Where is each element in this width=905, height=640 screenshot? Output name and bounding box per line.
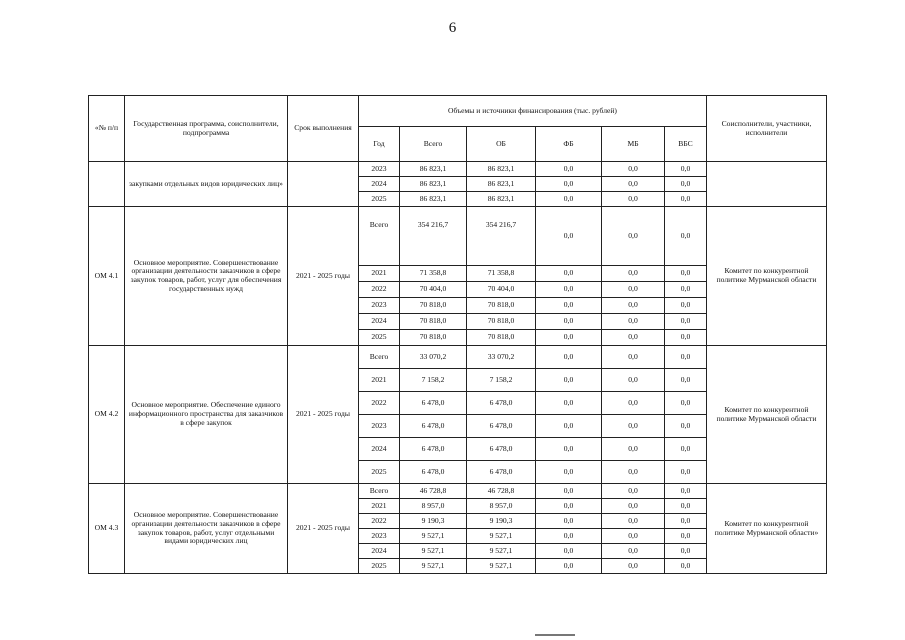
block-period: 2021 - 2025 годы: [288, 346, 359, 484]
cell-ob: 354 216,7: [467, 207, 536, 266]
cell-ob: 9 527,1: [467, 529, 536, 544]
cell-year: 2024: [359, 438, 400, 461]
cell-fb: 0,0: [536, 544, 602, 559]
cell-ob: 70 818,0: [467, 314, 536, 330]
table-row: [89, 484, 827, 499]
cell-ob: 86 823,1: [467, 192, 536, 207]
cell-vbs: 0,0: [665, 544, 707, 559]
cell-ob: 70 404,0: [467, 282, 536, 298]
cell-fb: 0,0: [536, 369, 602, 392]
cell-total: 6 478,0: [400, 438, 467, 461]
cell-mb: 0,0: [602, 514, 665, 529]
block-program: Основное мероприятие. Совершенствование организации деятельности заказчиков в сфере закупок товаров, работ, услуг для обеспечения государственных нужд: [125, 207, 288, 346]
cell-vbs: 0,0: [665, 415, 707, 438]
cell-year: 2022: [359, 392, 400, 415]
cell-mb: 0,0: [602, 529, 665, 544]
cell-year: 2025: [359, 192, 400, 207]
cell-fb: 0,0: [536, 207, 602, 266]
cell-year: 2023: [359, 298, 400, 314]
cell-total: 6 478,0: [400, 415, 467, 438]
cell-vbs: 0,0: [665, 484, 707, 499]
cont-num: [89, 162, 125, 207]
cell-ob: 70 818,0: [467, 330, 536, 346]
cell-year: 2021: [359, 266, 400, 282]
cell-fb: 0,0: [536, 282, 602, 298]
cell-total: 8 957,0: [400, 499, 467, 514]
cell-year: Всего: [359, 484, 400, 499]
cell-mb: 0,0: [602, 559, 665, 574]
cell-mb: 0,0: [602, 177, 665, 192]
cell-vbs: 0,0: [665, 177, 707, 192]
header-ob: ОБ: [467, 127, 536, 162]
cell-ob: 7 158,2: [467, 369, 536, 392]
cell-mb: 0,0: [602, 415, 665, 438]
cell-mb: 0,0: [602, 282, 665, 298]
cell-ob: 6 478,0: [467, 438, 536, 461]
cell-total: 354 216,7: [400, 207, 467, 266]
cell-fb: 0,0: [536, 314, 602, 330]
block-num: ОМ 4.1: [89, 207, 125, 346]
table-row: [89, 346, 827, 369]
cell-mb: 0,0: [602, 192, 665, 207]
cell-mb: 0,0: [602, 544, 665, 559]
cell-total: 86 823,1: [400, 162, 467, 177]
header-total: Всего: [400, 127, 467, 162]
cell-vbs: 0,0: [665, 461, 707, 484]
cell-vbs: 0,0: [665, 529, 707, 544]
cell-vbs: 0,0: [665, 499, 707, 514]
header-year: Год: [359, 127, 400, 162]
page-number: 6: [448, 20, 457, 36]
cell-ob: 6 478,0: [467, 461, 536, 484]
cell-year: 2024: [359, 544, 400, 559]
cell-mb: 0,0: [602, 266, 665, 282]
header-fb: ФБ: [536, 127, 602, 162]
cell-vbs: 0,0: [665, 559, 707, 574]
cell-mb: 0,0: [602, 314, 665, 330]
cell-vbs: 0,0: [665, 298, 707, 314]
cell-vbs: 0,0: [665, 162, 707, 177]
cell-fb: 0,0: [536, 346, 602, 369]
cell-fb: 0,0: [536, 392, 602, 415]
cell-year: 2023: [359, 529, 400, 544]
cell-vbs: 0,0: [665, 346, 707, 369]
cont-executor: [707, 162, 827, 207]
cell-mb: 0,0: [602, 330, 665, 346]
cell-ob: 9 527,1: [467, 544, 536, 559]
cell-year: 2024: [359, 177, 400, 192]
header-vbs: ВБС: [665, 127, 707, 162]
cell-fb: 0,0: [536, 266, 602, 282]
cell-mb: 0,0: [602, 438, 665, 461]
cell-vbs: 0,0: [665, 392, 707, 415]
cell-year: 2022: [359, 514, 400, 529]
cell-vbs: 0,0: [665, 438, 707, 461]
cell-fb: 0,0: [536, 461, 602, 484]
cell-vbs: 0,0: [665, 266, 707, 282]
cell-fb: 0,0: [536, 484, 602, 499]
cell-year: Всего: [359, 346, 400, 369]
cell-vbs: 0,0: [665, 207, 707, 266]
cont-period: [288, 162, 359, 207]
cell-fb: 0,0: [536, 162, 602, 177]
block-period: 2021 - 2025 годы: [288, 484, 359, 574]
cell-ob: 71 358,8: [467, 266, 536, 282]
cell-fb: 0,0: [536, 529, 602, 544]
cell-ob: 6 478,0: [467, 415, 536, 438]
header-num: «№ п/п: [89, 96, 125, 162]
cell-year: 2022: [359, 282, 400, 298]
cell-fb: 0,0: [536, 177, 602, 192]
cell-mb: 0,0: [602, 484, 665, 499]
cell-total: 46 728,8: [400, 484, 467, 499]
cell-total: 70 818,0: [400, 314, 467, 330]
cell-total: 86 823,1: [400, 192, 467, 207]
header-funding: Объемы и источники финансирования (тыс. рублей): [359, 96, 707, 127]
cell-mb: 0,0: [602, 499, 665, 514]
block-executor: Комитет по конкурентной политике Мурманской области: [707, 207, 827, 346]
cont-program: закупками отдельных видов юридических лиц»: [125, 162, 288, 207]
cell-fb: 0,0: [536, 330, 602, 346]
cell-vbs: 0,0: [665, 282, 707, 298]
cell-ob: 6 478,0: [467, 392, 536, 415]
cell-mb: 0,0: [602, 392, 665, 415]
cell-total: 71 358,8: [400, 266, 467, 282]
cell-year: 2025: [359, 461, 400, 484]
table-row: [89, 162, 827, 177]
block-num: ОМ 4.3: [89, 484, 125, 574]
cell-total: 70 404,0: [400, 282, 467, 298]
cell-fb: 0,0: [536, 192, 602, 207]
cell-total: 6 478,0: [400, 392, 467, 415]
header-mb: МБ: [602, 127, 665, 162]
header-program: Государственная программа, соисполнители, подпрограмма: [125, 96, 288, 162]
cell-fb: 0,0: [536, 438, 602, 461]
cell-total: 33 070,2: [400, 346, 467, 369]
cell-total: 70 818,0: [400, 298, 467, 314]
cell-fb: 0,0: [536, 298, 602, 314]
financing-table: [88, 95, 827, 574]
cell-fb: 0,0: [536, 514, 602, 529]
cell-ob: 70 818,0: [467, 298, 536, 314]
cell-total: 9 527,1: [400, 559, 467, 574]
cell-year: Всего: [359, 207, 400, 266]
cell-vbs: 0,0: [665, 314, 707, 330]
cell-ob: 9 527,1: [467, 559, 536, 574]
cell-year: 2021: [359, 499, 400, 514]
cell-total: 70 818,0: [400, 330, 467, 346]
block-executor: Комитет по конкурентной политике Мурманской области»: [707, 484, 827, 574]
cell-year: 2021: [359, 369, 400, 392]
cell-fb: 0,0: [536, 499, 602, 514]
cell-total: 6 478,0: [400, 461, 467, 484]
cell-vbs: 0,0: [665, 330, 707, 346]
cell-fb: 0,0: [536, 415, 602, 438]
cell-ob: 8 957,0: [467, 499, 536, 514]
cell-vbs: 0,0: [665, 192, 707, 207]
header-period: Срок выполнения: [288, 96, 359, 162]
header-row: [89, 96, 827, 127]
cell-mb: 0,0: [602, 461, 665, 484]
block-num: ОМ 4.2: [89, 346, 125, 484]
cell-year: 2025: [359, 559, 400, 574]
cell-year: 2023: [359, 162, 400, 177]
cell-mb: 0,0: [602, 207, 665, 266]
cell-mb: 0,0: [602, 346, 665, 369]
cell-year: 2025: [359, 330, 400, 346]
cell-total: 7 158,2: [400, 369, 467, 392]
table-row: [89, 207, 827, 266]
cell-total: 9 527,1: [400, 544, 467, 559]
cell-vbs: 0,0: [665, 514, 707, 529]
cell-total: 9 527,1: [400, 529, 467, 544]
block-program: Основное мероприятие. Обеспечение единого информационного пространства для заказчиков в сфере закупок: [125, 346, 288, 484]
cell-ob: 86 823,1: [467, 162, 536, 177]
cell-fb: 0,0: [536, 559, 602, 574]
cell-ob: 9 190,3: [467, 514, 536, 529]
cell-year: 2024: [359, 314, 400, 330]
cell-year: 2023: [359, 415, 400, 438]
block-program: Основное мероприятие. Совершенствование организации деятельности заказчиков в сфере закупок товаров, работ, услуг отдельными видами юридических лиц: [125, 484, 288, 574]
cell-ob: 86 823,1: [467, 177, 536, 192]
block-executor: Комитет по конкурентной политике Мурманской области: [707, 346, 827, 484]
cell-total: 9 190,3: [400, 514, 467, 529]
cell-mb: 0,0: [602, 162, 665, 177]
header-executors: Соисполнители, участники, исполнители: [707, 96, 827, 162]
page-footer-mark: [535, 634, 575, 636]
cell-mb: 0,0: [602, 298, 665, 314]
cell-mb: 0,0: [602, 369, 665, 392]
cell-ob: 46 728,8: [467, 484, 536, 499]
block-period: 2021 - 2025 годы: [288, 207, 359, 346]
cell-vbs: 0,0: [665, 369, 707, 392]
cell-total: 86 823,1: [400, 177, 467, 192]
cell-ob: 33 070,2: [467, 346, 536, 369]
